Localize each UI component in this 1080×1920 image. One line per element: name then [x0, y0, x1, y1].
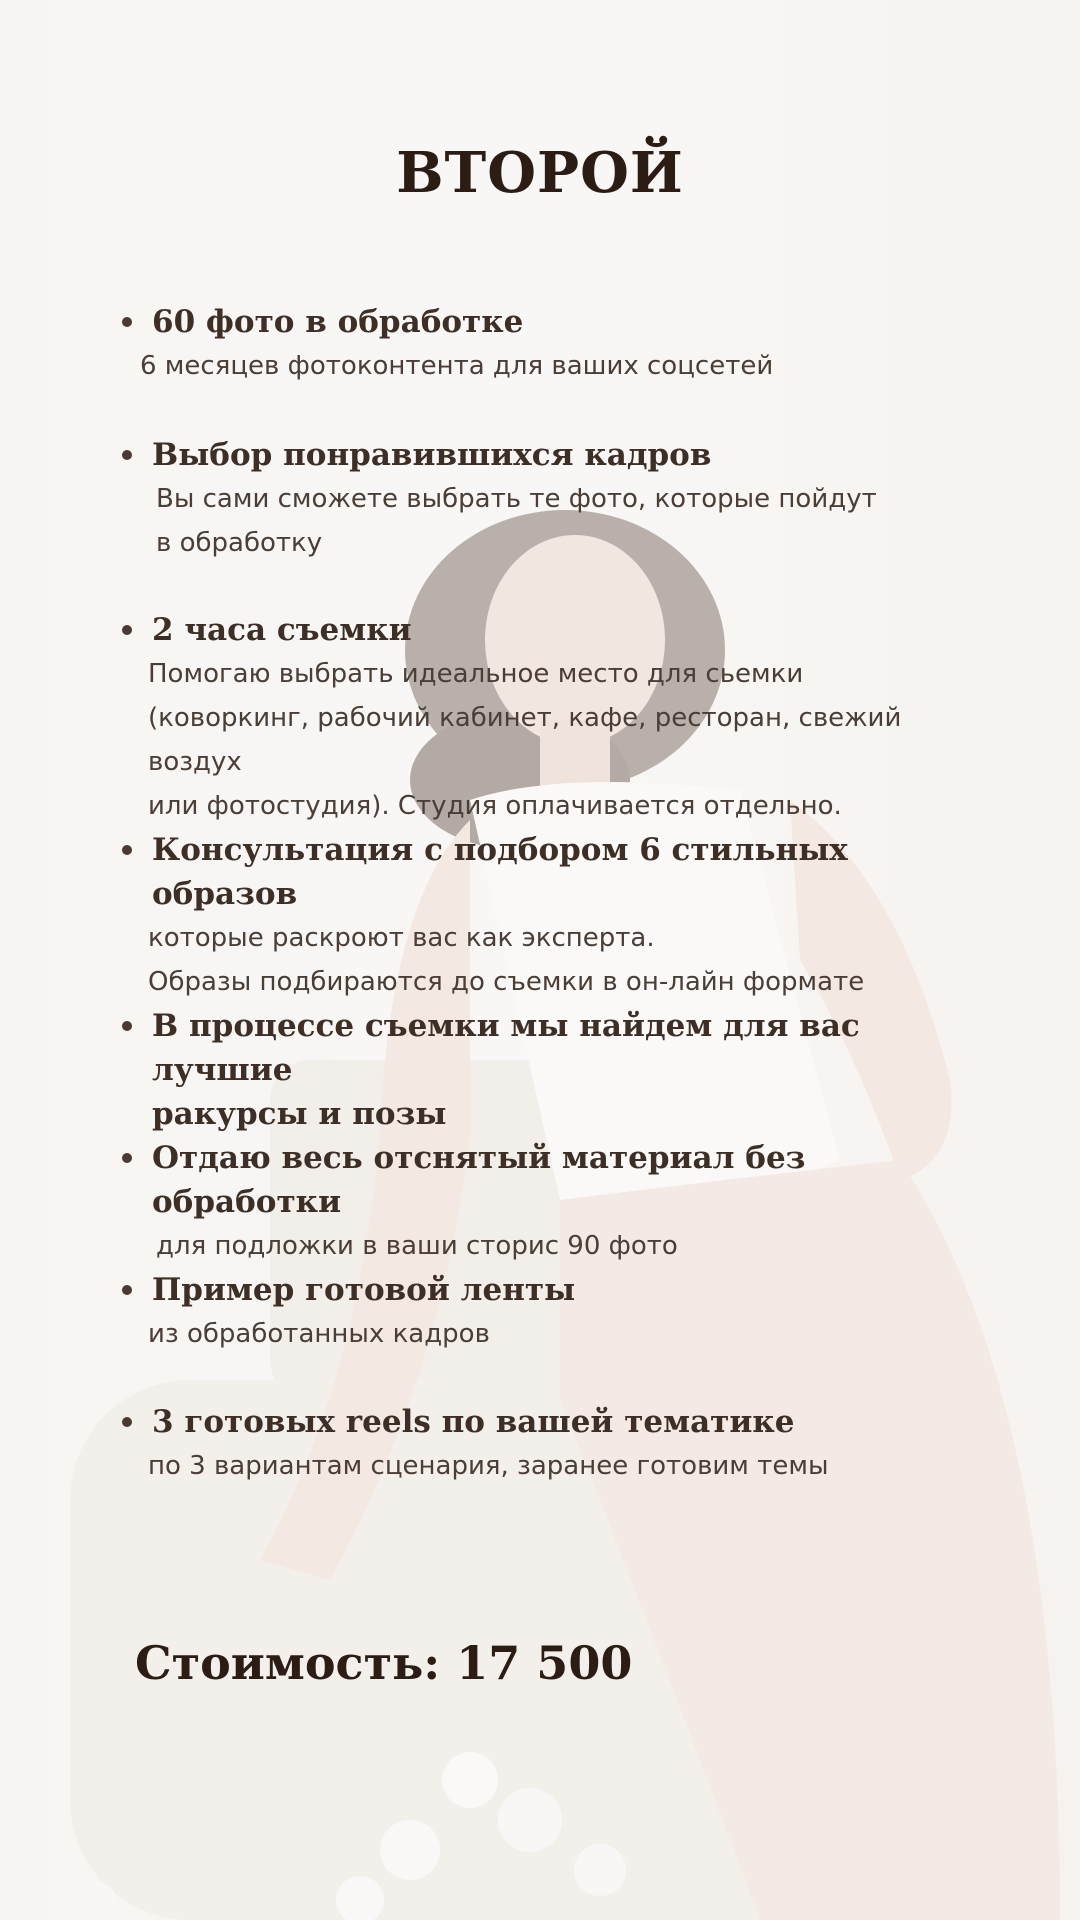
- price-label: Стоимость: 17 500: [135, 1636, 633, 1690]
- list-item: [120, 1136, 1000, 1268]
- list-item: [120, 433, 1000, 565]
- bullet-icon: [122, 1285, 132, 1295]
- item-description: 6 месяцев фотоконтента для ваших соцсетей: [140, 351, 774, 381]
- item-description: Помогаю выбрать идеальное место для сьемки (коворкинг, рабочий кабинет, кафе, ресторан, свежий воздух или фотостудия). Студия оплачивается отдельно.: [148, 659, 902, 821]
- item-heading: В процессе съемки мы найдем для вас лучшие ракурсы и позы: [152, 1008, 860, 1132]
- item-description: из обработанных кадров: [148, 1319, 490, 1349]
- bullet-icon: [122, 625, 132, 635]
- item-heading: Консультация с подбором 6 стильных образов: [152, 832, 848, 912]
- item-heading: Отдаю весь отснятый материал без обработки: [152, 1140, 806, 1220]
- list-item: [120, 300, 1000, 388]
- package-title: ВТОРОЙ: [396, 140, 684, 206]
- bullet-icon: [122, 1153, 132, 1163]
- item-heading: 2 часа съемки: [152, 612, 412, 648]
- item-description: Вы сами сможете выбрать те фото, которые пойдут в обработку: [156, 484, 877, 558]
- list-item: [120, 1004, 1000, 1136]
- item-heading: Пример готовой ленты: [152, 1272, 576, 1308]
- bullet-icon: [122, 317, 132, 327]
- bullet-icon: [122, 1021, 132, 1031]
- item-heading: Выбор понравившихся кадров: [152, 437, 712, 473]
- list-item: [120, 1268, 1000, 1356]
- bullet-icon: [122, 1417, 132, 1427]
- item-description: по 3 вариантам сценария, заранее готовим темы: [148, 1451, 829, 1481]
- bullet-icon: [122, 450, 132, 460]
- bullet-icon: [122, 845, 132, 855]
- list-item: [120, 1400, 1000, 1488]
- list-item: [120, 828, 1000, 1004]
- item-heading: 3 готовых reels по вашей тематике: [152, 1404, 795, 1440]
- item-description: для подложки в ваши сторис 90 фото: [156, 1231, 678, 1261]
- item-heading: 60 фото в обработке: [152, 304, 524, 340]
- list-item: [120, 608, 1000, 828]
- item-description: которые раскроют вас как эксперта. Образы подбираются до съемки в он-лайн формате: [148, 923, 865, 997]
